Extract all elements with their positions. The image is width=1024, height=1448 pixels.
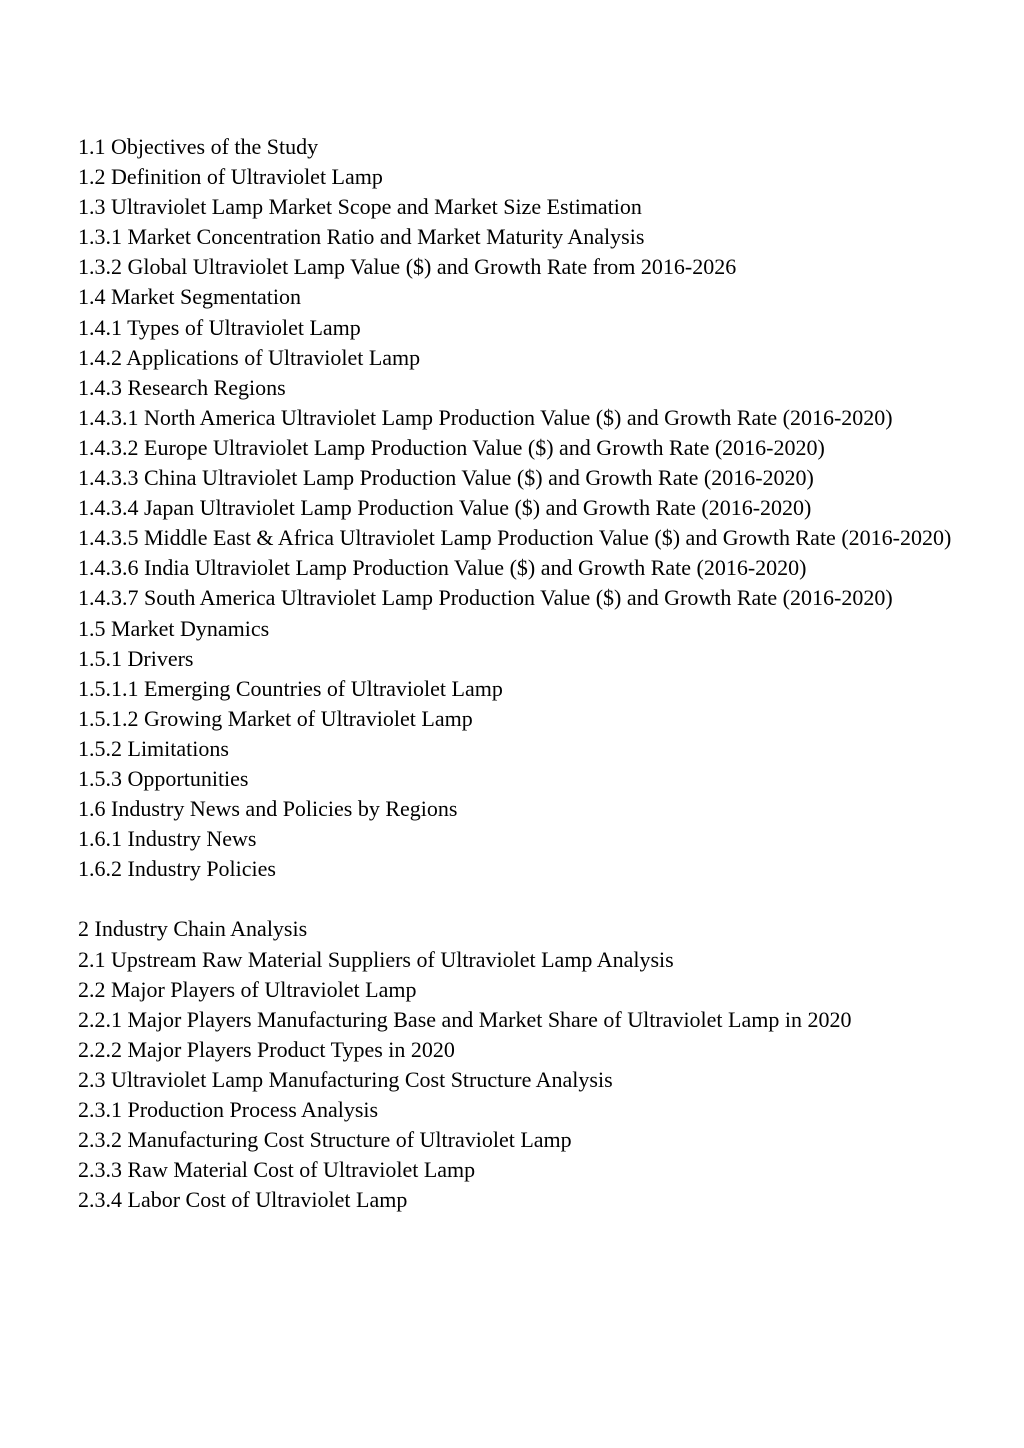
toc-entry-1-5-3: 1.5.3 Opportunities bbox=[78, 765, 249, 791]
toc-entry-1-4-3-3: 1.4.3.3 China Ultraviolet Lamp Production Value ($) and Growth Rate (2016-2020) bbox=[78, 465, 814, 491]
toc-entry-2-3-4: 2.3.4 Labor Cost of Ultraviolet Lamp bbox=[78, 1187, 408, 1213]
section-spacer bbox=[78, 884, 958, 914]
toc-entry-1-1: 1.1 Objectives of the Study bbox=[78, 134, 319, 159]
toc-entry-1-4-3-7: 1.4.3.7 South America Ultraviolet Lamp Production Value ($) and Growth Rate (2016-2020) bbox=[78, 585, 893, 611]
toc-entry-1-4-3-6: 1.4.3.6 India Ultraviolet Lamp Production Value ($) and Growth Rate (2016-2020) bbox=[78, 555, 807, 581]
toc-entry-1-3: 1.3 Ultraviolet Lamp Market Scope and Market Size Estimation bbox=[78, 194, 642, 220]
toc-entry-1-4: 1.4 Market Segmentation bbox=[78, 284, 302, 310]
toc-entry-1-3-1: 1.3.1 Market Concentration Ratio and Market Maturity Analysis bbox=[78, 224, 645, 250]
toc-entry-1-6-2: 1.6.2 Industry Policies bbox=[78, 856, 276, 882]
toc-entry-1-5-1-1: 1.5.1.1 Emerging Countries of Ultraviolet Lamp bbox=[78, 675, 503, 701]
toc-entry-1-4-2: 1.4.2 Applications of Ultraviolet Lamp bbox=[78, 344, 421, 370]
toc-entry-1-4-3-1: 1.4.3.1 North America Ultraviolet Lamp Production Value ($) and Growth Rate (2016-2020) bbox=[78, 404, 893, 430]
toc-entry-1-4-3-4: 1.4.3.4 Japan Ultraviolet Lamp Production Value ($) and Growth Rate (2016-2020) bbox=[78, 495, 812, 521]
toc-entry-2: 2 Industry Chain Analysis bbox=[78, 916, 308, 942]
toc-entry-1-5: 1.5 Market Dynamics bbox=[78, 615, 270, 641]
toc-section-1 bbox=[78, 132, 958, 884]
toc-entry-2-2-2: 2.2.2 Major Players Product Types in 2020 bbox=[78, 1036, 455, 1062]
toc-entry-1-5-1: 1.5.1 Drivers bbox=[78, 645, 194, 671]
toc-entry-1-6-1: 1.6.1 Industry News bbox=[78, 826, 257, 852]
toc-entry-1-5-1-2: 1.5.1.2 Growing Market of Ultraviolet Lamp bbox=[78, 705, 473, 731]
toc-entry-1-2: 1.2 Definition of Ultraviolet Lamp bbox=[78, 164, 383, 190]
toc-entry-1-4-1: 1.4.1 Types of Ultraviolet Lamp bbox=[78, 314, 361, 340]
toc-entry-1-4-3: 1.4.3 Research Regions bbox=[78, 374, 286, 400]
toc-entry-1-5-2: 1.5.2 Limitations bbox=[78, 735, 229, 761]
toc-entry-2-1: 2.1 Upstream Raw Material Suppliers of Ultraviolet Lamp Analysis bbox=[78, 946, 674, 972]
toc-entry-1-3-2: 1.3.2 Global Ultraviolet Lamp Value ($) and Growth Rate from 2016-2026 bbox=[78, 254, 737, 280]
toc-entry-1-4-3-2: 1.4.3.2 Europe Ultraviolet Lamp Production Value ($) and Growth Rate (2016-2020) bbox=[78, 434, 825, 460]
table-of-contents bbox=[78, 132, 958, 1215]
toc-entry-2-3-1: 2.3.1 Production Process Analysis bbox=[78, 1097, 379, 1122]
toc-section-2 bbox=[78, 914, 958, 1215]
toc-entry-1-4-3-5: 1.4.3.5 Middle East & Africa Ultraviolet Lamp Production Value ($) and Growth Rate (2016-2020) bbox=[78, 525, 952, 551]
toc-entry-2-2: 2.2 Major Players of Ultraviolet Lamp bbox=[78, 976, 417, 1002]
toc-entry-2-2-1: 2.2.1 Major Players Manufacturing Base and Market Share of Ultraviolet Lamp in 2020 bbox=[78, 1006, 852, 1032]
toc-entry-2-3-3: 2.3.3 Raw Material Cost of Ultraviolet Lamp bbox=[78, 1157, 476, 1183]
toc-entry-2-3-2: 2.3.2 Manufacturing Cost Structure of Ultraviolet Lamp bbox=[78, 1127, 572, 1153]
toc-entry-2-3: 2.3 Ultraviolet Lamp Manufacturing Cost Structure Analysis bbox=[78, 1066, 613, 1092]
toc-entry-1-6: 1.6 Industry News and Policies by Regions bbox=[78, 796, 458, 822]
